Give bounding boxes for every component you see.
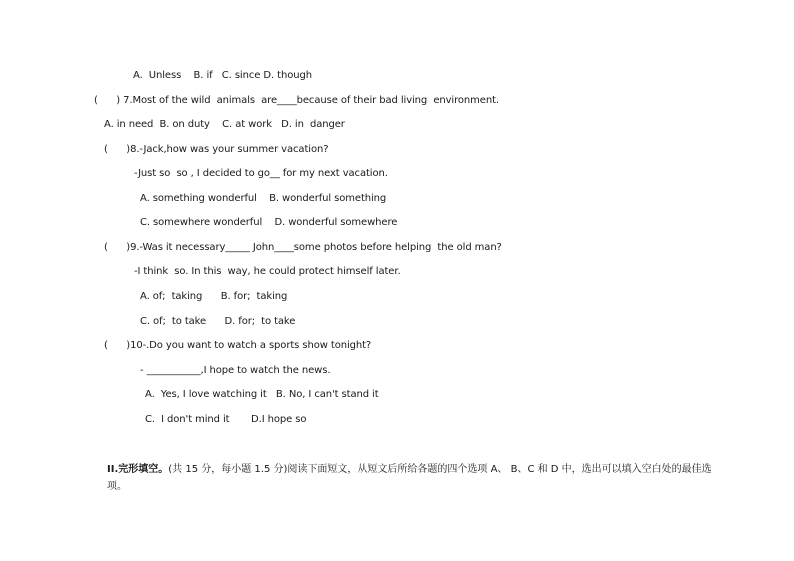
q7-question: ( ) 7.Most of the wild animals are____because of their bad living environment. <box>94 95 499 106</box>
q10-options-cd: C. I don't mind it D.I hope so <box>145 414 307 425</box>
q9-reply: -I think so. In this way, he could protect himself later. <box>134 266 401 277</box>
q8-question: ( )8.-Jack,how was your summer vacation? <box>104 144 329 155</box>
q9-question: ( )9.-Was it necessary_____ John____some photos before helping the old man? <box>104 242 502 253</box>
q10-question: ( )10-.Do you want to watch a sports show tonight? <box>104 340 372 351</box>
q8-options-ab: A. something wonderful B. wonderful something <box>140 193 387 204</box>
q9-options-cd: C. of; to take D. for; to take <box>140 316 296 327</box>
cloze-section-heading: II.完形填空。 <box>107 464 169 475</box>
q10-options-ab: A. Yes, I love watching it B. No, I can't stand it <box>145 389 379 400</box>
cloze-section-intro <box>107 461 727 495</box>
q10-reply: - ___________,I hope to watch the news. <box>140 365 331 376</box>
q6-options: A. Unless B. if C. since D. though <box>133 70 312 81</box>
q8-reply: -Just so so , I decided to go__ for my next vacation. <box>134 168 388 179</box>
q8-options-cd: C. somewhere wonderful D. wonderful somewhere <box>140 217 398 228</box>
q9-options-ab: A. of; taking B. for; taking <box>140 291 288 302</box>
cloze-section-instructions: (共 15 分，每小题 1.5 分)阅读下面短文，从短文后所给各题的四个选项 A、 B、C 和 D 中，选出可以填入空白处的最佳选项。 <box>107 464 712 492</box>
q7-options: A. in need B. on duty C. at work D. in danger <box>104 119 345 130</box>
